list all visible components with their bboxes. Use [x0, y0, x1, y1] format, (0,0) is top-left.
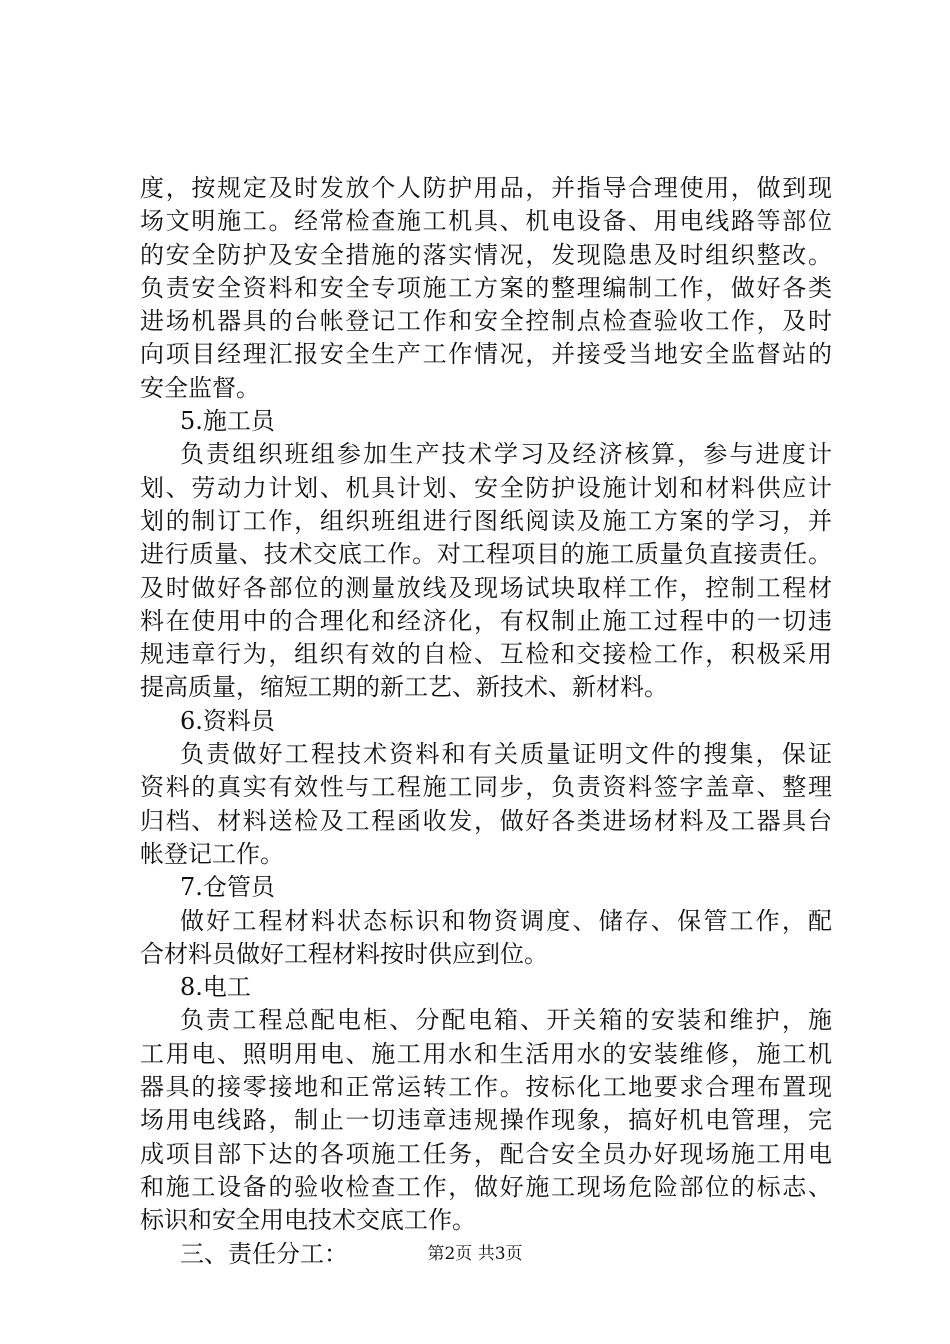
paragraph: [140, 172, 832, 405]
text-line: 归档、材料送检及工程函收发，做好各类进场材料及工器具台: [140, 806, 832, 835]
text-line: 划、劳动力计划、机具计划、安全防护设施计划和材料供应计: [140, 473, 832, 502]
text-line: 度，按规定及时发放个人防护用品，并指导合理使用，做到现: [140, 174, 832, 202]
text-line: 场文明施工。经常检查施工机具、机电设备、用电线路等部位: [140, 207, 832, 236]
paragraph: [140, 738, 832, 871]
text-line: 6.资料员: [180, 706, 275, 735]
section-heading: [140, 405, 832, 438]
text-line: 负责做好工程技术资料和有关质量证明文件的搜集，保证: [180, 740, 832, 769]
text-line: 器具的接零接地和正常运转工作。按标化工地要求合理布置现: [140, 1073, 832, 1102]
text-line: 三、责任分工：: [180, 1239, 348, 1268]
text-line: 负责组织班组参加生产技术学习及经济核算，参与进度计: [180, 440, 832, 469]
paragraph: [140, 438, 832, 704]
section-heading: [140, 705, 832, 738]
text-line: 做好工程材料状态标识和物资调度、储存、保管工作，配: [180, 906, 832, 935]
text-line: 料在使用中的合理化和经济化，有权制止施工过程中的一切违: [140, 606, 832, 635]
text-line: 和施工设备的验收检查工作，做好施工现场危险部位的标志、: [140, 1172, 832, 1201]
text-line: 标识和安全用电技术交底工作。: [140, 1206, 476, 1235]
text-line: 划的制订工作，组织班组进行图纸阅读及施工方案的学习，并: [140, 506, 832, 535]
page-footer: 第2页 共3页: [427, 1244, 523, 1264]
text-line: 进行质量、技术交底工作。对工程项目的施工质量负直接责任。: [140, 540, 832, 569]
text-line: 帐登记工作。: [140, 839, 284, 868]
text-line: 进场机器具的台帐登记工作和安全控制点检查验收工作，及时: [140, 307, 832, 336]
text-line: 的安全防护及安全措施的落实情况，发现隐患及时组织整改。: [140, 240, 832, 269]
text-line: 安全监督。: [140, 373, 260, 402]
text-line: 8.电工: [180, 973, 251, 1002]
text-line: 向项目经理汇报安全生产工作情况，并接受当地安全监督站的: [140, 340, 832, 369]
text-line: 7.仓管员: [180, 873, 275, 902]
text-line: 负责工程总配电柜、分配电箱、开关箱的安装和维护，施: [180, 1006, 832, 1035]
text-line: 负责安全资料和安全专项施工方案的整理编制工作，做好各类: [140, 273, 832, 302]
document-body: [140, 172, 832, 1271]
text-line: 合材料员做好工程材料按时供应到位。: [140, 939, 548, 968]
paragraph: [140, 1004, 832, 1237]
text-line: 及时做好各部位的测量放线及现场试块取样工作，控制工程材: [140, 573, 832, 602]
text-line: 提高质量，缩短工期的新工艺、新技术、新材料。: [140, 673, 668, 702]
text-line: 5.施工员: [180, 407, 275, 436]
paragraph: [140, 905, 832, 972]
text-line: 规违章行为，组织有效的自检、互检和交接检工作，积极采用: [140, 640, 832, 669]
section-heading: [140, 971, 832, 1004]
text-line: 工用电、照明用电、施工用水和生活用水的安装维修，施工机: [140, 1039, 832, 1068]
text-line: 成项目部下达的各项施工任务，配合安全员办好现场施工用电: [140, 1139, 832, 1168]
text-line: 资料的真实有效性与工程施工同步，负责资料签字盖章、整理: [140, 773, 832, 802]
text-line: 场用电线路，制止一切违章违规操作现象，搞好机电管理，完: [140, 1106, 832, 1135]
section-heading: [140, 871, 832, 904]
